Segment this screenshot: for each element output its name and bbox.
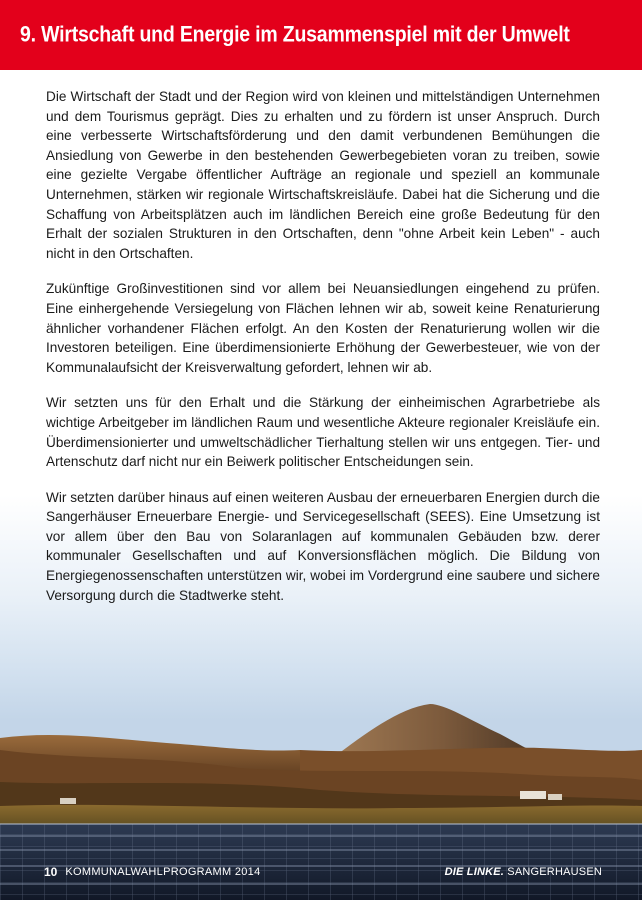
paragraph-3: Wir setzten uns für den Erhalt und die Stärkung der einheimischen Agrarbetriebe als wichtige Arbeitgeber im ländlichen Raum und wesentliche Akteure regionaler Kreisläufe ein. Überdimensionierter und umweltschädlicher Tierhaltung stellen wir uns entgegen. Tier- und Artenschutz darf nicht nur ein Beiwerk politischer Entscheidungen sein. xyxy=(46,395,600,470)
program-name: KOMMUNALWAHLPROGRAMM 2014 xyxy=(65,866,261,878)
paragraph-1: Die Wirtschaft der Stadt und der Region wird von kleinen und mittelständigen Unternehmen und dem Tourismus geprägt. Dies zu erhalten und zu fördern ist unser Anspruch. Durch eine verbesserte Wirtschaftsförderung und den damit verbundenen Bemühungen die Ansiedlung von Gewerbe in den bestehenden Gewerbegebieten voran zu treiben, sowie eine gezielte Vergabe öffentlicher Aufträge an regionale und speziell an kommunale Unternehmen, stärken wir regionale Wirtschaftskreisläufe. Dabei hat die Sicherung und die Schaffung von Arbeitsplätzen auch im ländlichen Bereich eine große Bedeutung für den Erhalt der sozialen Strukturen in den Ortschaften, denn "ohne Arbeit kein Leben" - auch nicht in den Ortschaften. xyxy=(46,89,600,261)
footer-brand xyxy=(445,866,602,878)
section-title: 9. Wirtschaft und Energie im Zusammenspiel mit der Umwelt xyxy=(20,22,570,47)
paragraph-2: Zukünftige Großinvestitionen sind vor allem bei Neuansiedlungen eingehend zu prüfen. Eine einhergehende Versiegelung von Flächen lehnen wir ab, soweit keine Renaturierung ähnlicher vorhandener Flächen erfolgt. An den Kosten der Renaturierung wollen wir die Investoren beteiligen. Eine überdimensionierte Erhöhung der Gewerbesteuer, wie von der Kommunalaufsicht der Kreisverwaltung gefordert, lehnen wir ab. xyxy=(46,281,600,375)
building xyxy=(520,791,546,799)
page-number: 10 xyxy=(44,865,58,879)
body-text xyxy=(46,87,600,621)
header-banner xyxy=(0,0,642,70)
party-name: DIE LINKE. xyxy=(444,866,505,878)
paragraph-4: Wir setzten darüber hinaus auf einen weiteren Ausbau der erneuerbaren Energien durch die Sangerhäuser Erneuerbare Energie- und Servicegesellschaft (SEES). Eine Umsetzung ist vor allem über den Bau von Solaranlagen auf kommunalen Gebäuden bzw. derer kommunaler Gesellschaften und auf Konversionsflächen möglich. Die Bildung von Energiegenossenschaften unterstützen wir, wobei im Vordergrund eine saubere und sichere Versorgung durch die Stadtwerke steht. xyxy=(46,489,600,603)
city-name: SANGERHAUSEN xyxy=(507,866,602,878)
footer xyxy=(0,858,642,886)
